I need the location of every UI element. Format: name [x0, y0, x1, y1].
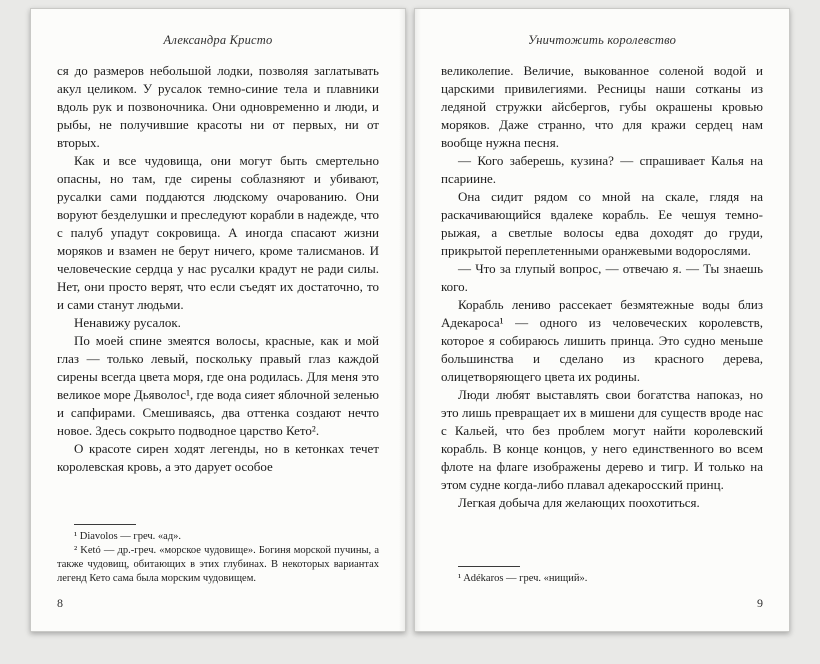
footnote-separator [458, 566, 520, 567]
paragraph: Ненавижу русалок. [74, 315, 181, 330]
running-head-title: Уничтожить королевство [527, 33, 677, 47]
paragraph: ся до размеров небольшой лодки, позволяя заглатывать акул целиком. У русалок темно-синие тела и плавники вдоль рук и позвоночника. Они одновременно и люди, и рыбы, не получившие красоты ни от первых, ни от вторых. [57, 63, 379, 150]
footnote-separator [74, 524, 136, 525]
paragraph: О красоте сирен ходят легенды, но в кетонках течет королевская кровь, а это дарует особое [57, 441, 379, 474]
footnotes-right [441, 566, 763, 586]
paragraph: По моей спине змеятся волосы, красные, как и мой глаз — только левый, поскольку правый глаз каждой сирены всегда цвета моря, где она родилась. Для меня это великое море Дьяволос¹, где вода сияет яблочной зеленью и сапфирами. Смешиваясь, два оттенка создают нечто новое. Здесь сокрыто подводное царство Кето². [57, 333, 379, 438]
paragraph: Она сидит рядом со мной на скале, глядя на раскачивающийся вдалеке корабль. Ее чешуя темно-рыжая, а светлые волосы едва доходят до груди, прикрытой переплетенными оранжевыми водорослями. [441, 189, 763, 258]
footnote: ² Ketó — др.-греч. «морское чудовище». Богиня морской пучины, а также чудовищ, обитающих в этих глубинах. В некоторых вариантах легенд Кето сама была морским чудовищем. [57, 545, 379, 584]
body-text-left [57, 62, 379, 476]
page-right [414, 8, 790, 632]
footnote: ¹ Diavolos — греч. «ад». [74, 531, 182, 542]
footnotes-left [57, 524, 379, 586]
footnote: ¹ Adékaros — греч. «нищий». [458, 573, 588, 584]
paragraph: Легкая добыча для желающих поохотиться. [458, 495, 700, 510]
running-head-author: Александра Кристо [163, 33, 273, 47]
page-number-left: 8 [57, 596, 63, 610]
page-number-right: 9 [757, 596, 763, 610]
paragraph: — Кого заберешь, кузина? — спрашивает Калья на псариине. [441, 153, 763, 186]
page-left [30, 8, 406, 632]
paragraph: Как и все чудовища, они могут быть смертельно опасны, но там, где сирены соблазняют и убивают, русалки сами поддаются людскому очарованию. Они воруют безделушки и преследуют корабли в надежде, что с палуб упадут сокровища. А иногда спасают жизни моряков и взамен не берут ничего, кроме талисманов. И человеческие сердца у нас русалки крадут не ради силы. Нет, они просто верят, что если съедят их достаточно, то и сами станут людьми. [57, 153, 379, 312]
paragraph: великолепие. Величие, выкованное соленой водой и царскими привилегиями. Ресницы наши сотканы из ледяной стружки айсбергов, губы окрашены кровью моряков. Даже странно, что для кражи сердец нам вообще нужна песня. [441, 63, 763, 150]
paragraph: Корабль лениво рассекает безмятежные воды близ Адекароса¹ — одного из человеческих королевств, которое я собираюсь лишить принца. Это судно меньше большинства и сделано из красного дерева, олицетворяющего цвета их родины. [441, 297, 763, 384]
paragraph: — Что за глупый вопрос, — отвечаю я. — Ты знаешь кого. [441, 261, 763, 294]
body-text-right [441, 62, 763, 512]
paragraph: Люди любят выставлять свои богатства напоказ, но это лишь превращает их в мишени для существ вроде нас с Кальей, что без проблем могут найти королевский корабль. В конце концов, у него единственного во всем флоте на флаге изображены дерево и тигр. И только на этом судне когда-либо плавал адекаросский принц. [441, 387, 763, 492]
